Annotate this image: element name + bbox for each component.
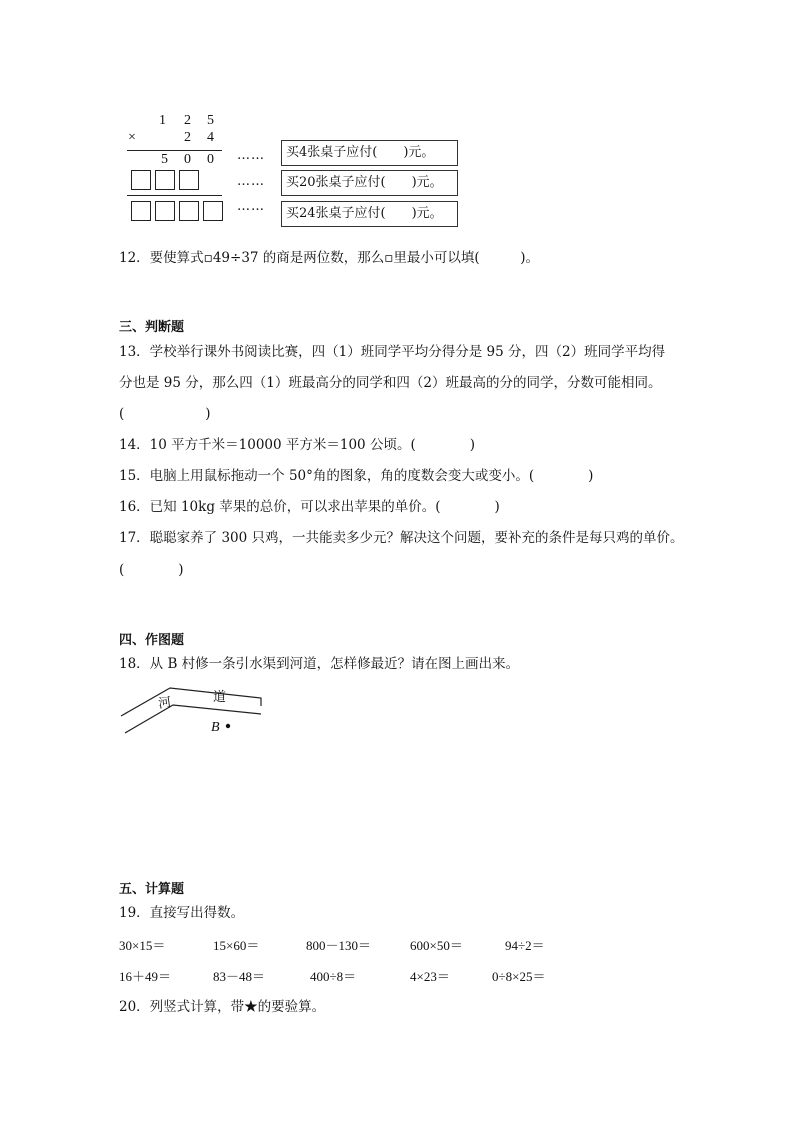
question-18: 18．从 B 村修一条引水渠到河道，怎样修最近？请在图上画出来。 [119, 656, 520, 672]
digit: 0 [207, 152, 214, 167]
dots: …… [237, 148, 265, 163]
blank-square[interactable] [131, 170, 151, 190]
digit: 0 [184, 152, 191, 167]
blank-square[interactable] [179, 170, 199, 190]
question-19: 19．直接写出得数。 [119, 905, 245, 921]
question-12: 12．要使算式▫49÷37 的商是两位数，那么▫里最小可以填( )。 [119, 250, 539, 266]
answer-box: 买24张桌子应付( )元。 [281, 201, 458, 227]
river-banks [115, 680, 275, 740]
digit: 5 [161, 152, 168, 167]
question-20: 20．列竖式计算，带★的要验算。 [119, 999, 326, 1015]
blank-square[interactable] [179, 201, 199, 221]
calc-item: 0÷8×25＝ [492, 969, 546, 984]
multiply-sign: × [128, 130, 136, 145]
question-13-line2: 分也是 95 分，那么四（1）班最高分的同学和四（2）班最高的分的同学，分数可能相同。 [119, 375, 662, 391]
calc-item: 16＋49＝ [119, 969, 172, 984]
digit: 2 [184, 113, 191, 128]
calc-item: 800－130＝ [306, 938, 372, 953]
river-label: 道 [213, 690, 227, 705]
section-heading-judgement: 三、判断题 [119, 320, 185, 335]
blank-square[interactable] [155, 201, 175, 221]
village-label: B [211, 720, 220, 735]
digit: 1 [159, 113, 166, 128]
river-label: 河 [157, 695, 173, 712]
calc-item: 94÷2＝ [505, 938, 545, 953]
calc-item: 15×60＝ [213, 938, 260, 953]
answer-paren[interactable]: ( ) [119, 562, 184, 578]
question-17: 17．聪聪家养了 300 只鸡，一共能卖多少元？解决这个问题，要补充的条件是每只鸡的单价。 [119, 530, 684, 546]
calc-item: 30×15＝ [119, 938, 166, 953]
answer-box: 买4张桌子应付( )元。 [281, 140, 458, 166]
calc-item: 600×50＝ [410, 938, 463, 953]
rule-line [127, 195, 222, 196]
question-13-line1: 13．学校举行课外书阅读比赛，四（1）班同学平均分得分是 95 分，四（2）班同学平均得 [119, 344, 666, 360]
question-14: 14．10 平方千米＝10000 平方米＝100 公顷。( ) [119, 437, 475, 453]
answer-box: 买20张桌子应付( )元。 [281, 170, 458, 196]
dots: …… [237, 174, 265, 189]
calc-item: 4×23＝ [410, 969, 450, 984]
digit: 4 [207, 130, 214, 145]
calc-item: 400÷8＝ [310, 969, 357, 984]
question-15: 15．电脑上用鼠标拖动一个 50°角的图象，角的度数会变大或变小。( ) [119, 468, 594, 484]
calc-item: 83－48＝ [213, 969, 266, 984]
blank-square[interactable] [155, 170, 175, 190]
dots: …… [237, 199, 265, 214]
section-heading-calculation: 五、计算题 [119, 882, 185, 897]
blank-square[interactable] [203, 201, 223, 221]
digit: 2 [184, 130, 191, 145]
question-16: 16．已知 10kg 苹果的总价，可以求出苹果的单价。( ) [119, 499, 500, 515]
rule-line [127, 150, 222, 151]
answer-paren[interactable]: ( ) [119, 406, 211, 422]
blank-square[interactable] [131, 201, 151, 221]
section-heading-drawing: 四、作图题 [119, 633, 185, 648]
village-point[interactable] [226, 724, 230, 728]
digit: 5 [207, 113, 214, 128]
